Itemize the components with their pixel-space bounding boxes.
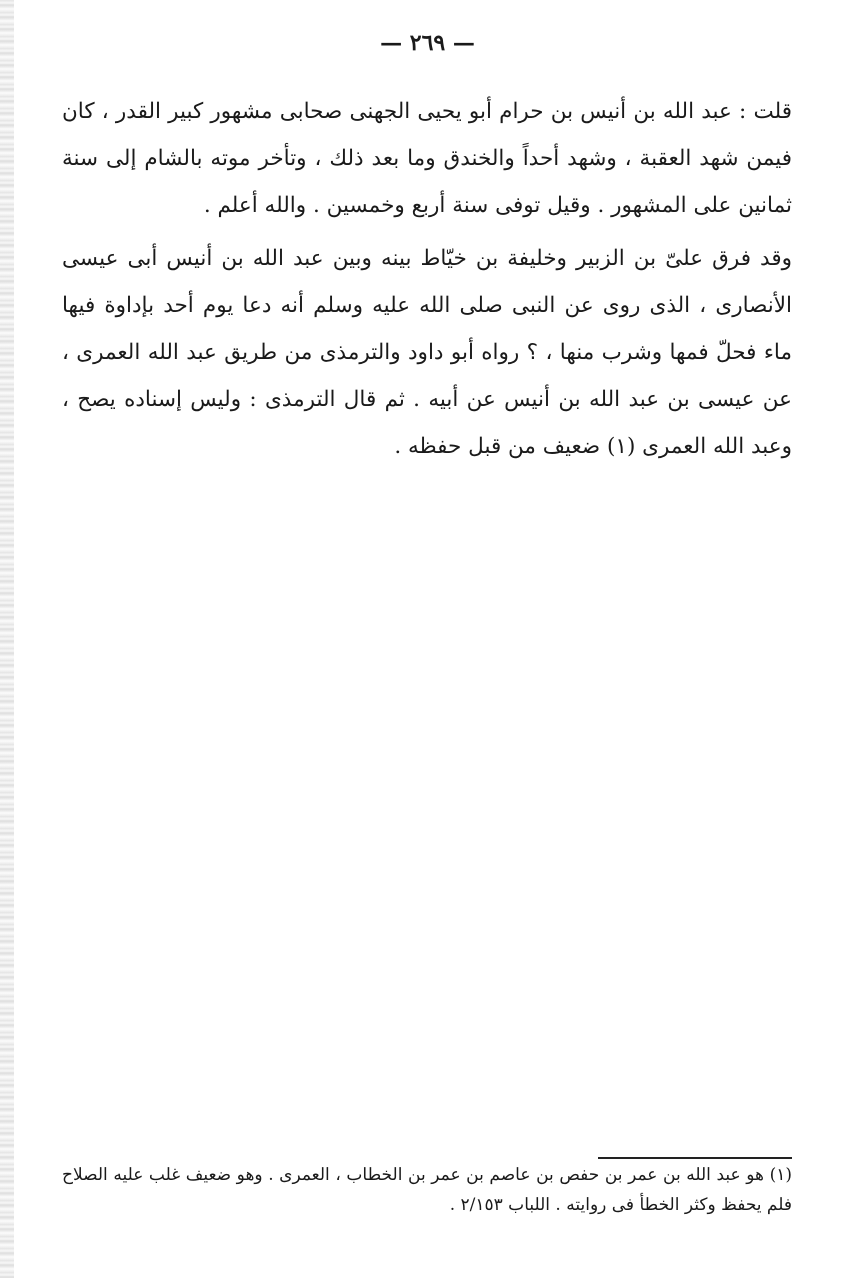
footnote-divider	[598, 1157, 792, 1159]
paragraph-2: وقد فرق علىّ بن الزبير وخليفة بن خيّاط بينه وبين عبد الله بن أنيس أبى عيسى الأنصارى ، الذى روى عن النبى صلى الله عليه وسلم أنه دعا يوم أحد بإداوة فيها ماء فحلّ فمها وشرب منها ، ؟ رواه أبو داود والترمذى من طريق عبد الله العمرى ، عن عيسى بن عبد الله بن أنيس عن أبيه . ثم قال الترمذى : وليس إسناده يصح ، وعبد الله العمرى (١) ضعيف من قبل حفظه .	[62, 246, 792, 459]
body-text	[62, 88, 792, 470]
scanned-page-edge	[0, 0, 14, 1278]
paragraph-1: قلت : عبد الله بن أنيس بن حرام أبو يحيى الجهنى صحابى مشهور كبير القدر ، كان فيمن شهد العقبة ، وشهد أحداً والخندق وما بعد ذلك ، وتأخر موته بالشام إلى سنة ثمانين على المشهور . وقيل توفى سنة أربع وخمسين . والله أعلم .	[62, 99, 792, 218]
footnote: (١) هو عبد الله بن عمر بن حفص بن عاصم بن عمر بن الخطاب ، العمرى . وهو ضعيف غلب عليه الصلاح فلم يحفظ وكثر الخطأ فى روايته . اللباب ٢/١٥٣ .	[62, 1165, 792, 1215]
page-number: — ٢٦٩ —	[380, 30, 475, 56]
